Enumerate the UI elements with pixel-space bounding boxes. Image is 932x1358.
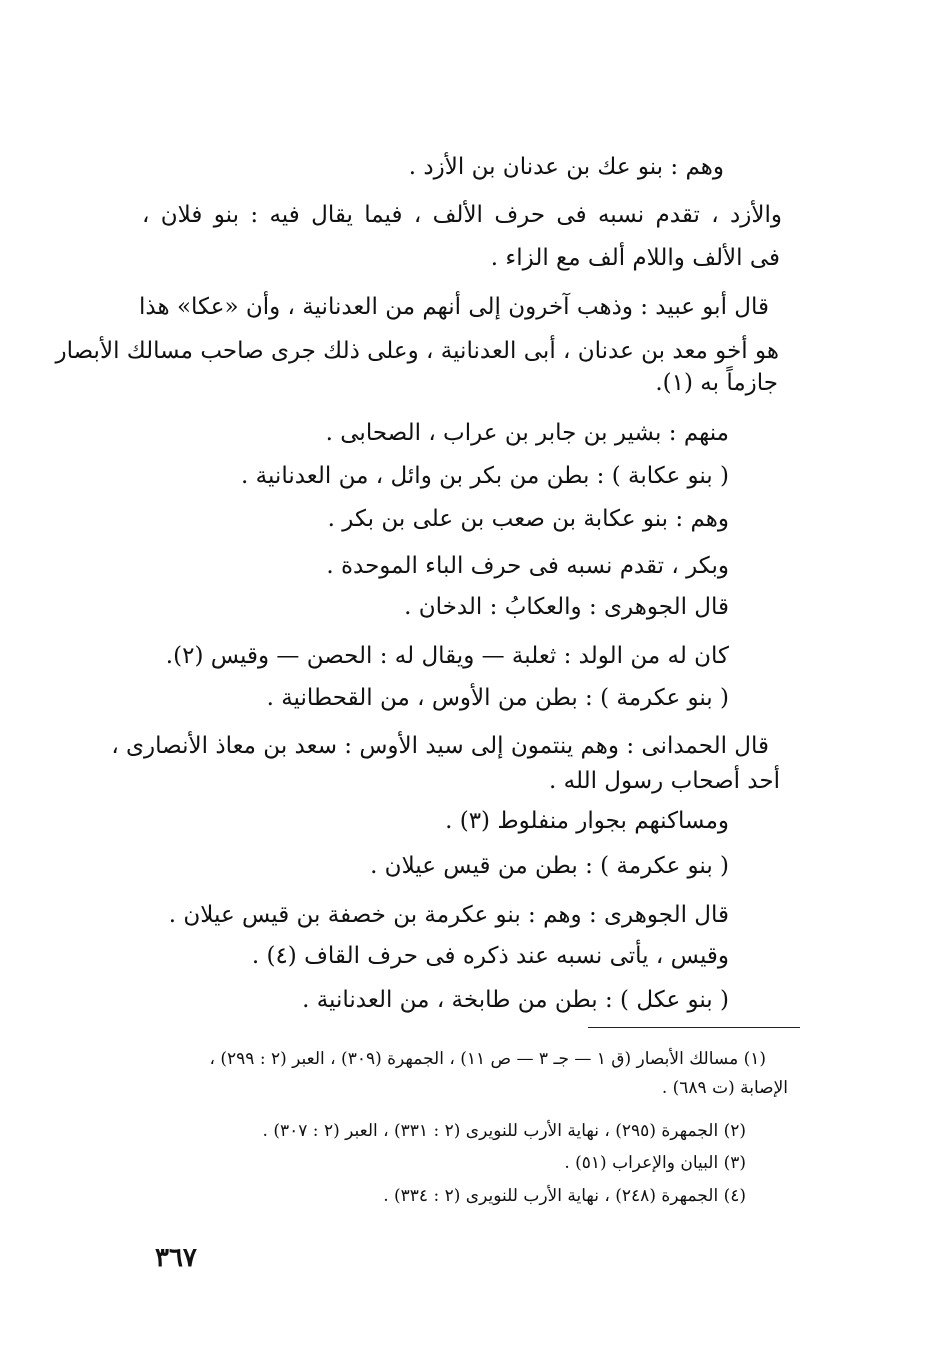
text-line: أحد أصحاب رسول الله . xyxy=(549,768,780,794)
text-line: قال الحمدانى : وهم ينتمون إلى سيد الأوس : سعد بن معاذ الأنصارى ، xyxy=(111,733,769,759)
footnote: (٣) البيان والإعراب (٥١) . xyxy=(564,1153,746,1173)
text-line: ( بنو عكل ) : بطن من طابخة ، من العدنانية . xyxy=(302,987,729,1013)
text-line: ومساكنهم بجوار منفلوط (٣) . xyxy=(445,808,729,834)
page-number: ٣٦٧ xyxy=(155,1243,197,1273)
text-line: منهم : بشير بن جابر بن عراب ، الصحابى . xyxy=(325,420,729,446)
text-line: هو أخو معد بن عدنان ، أبى العدنانية ، وعلى ذلك جرى صاحب مسالك الأبصار xyxy=(55,338,779,364)
text-line: ( بنو عكرمة ) : بطن من الأوس ، من القحطانية . xyxy=(266,685,729,711)
text-line: وهم : بنو عك بن عدنان بن الأزد . xyxy=(408,154,724,180)
footnote-separator xyxy=(588,1027,800,1028)
footnote: (١) مسالك الأبصار (ق ١ — جـ ٣ — ص ١١) ، الجمهرة (٣٠٩) ، العبر (٢ : ٢٩٩) ، xyxy=(209,1049,766,1069)
text-line: ( بنو عكرمة ) : بطن من قيس عيلان . xyxy=(370,853,729,879)
footnote: الإصابة (ت ٦٨٩) . xyxy=(661,1078,788,1098)
text-line: وهم : بنو عكابة بن صعب بن على بن بكر . xyxy=(327,506,729,532)
text-line: فى الألف واللام ألف مع الزاء . xyxy=(490,245,780,271)
text-line: قال الجوهرى : وهم : بنو عكرمة بن خصفة بن قيس عيلان . xyxy=(168,902,729,928)
text-line: جازماً به (١). xyxy=(655,370,778,396)
text-line: ( بنو عكابة ) : بطن من بكر بن وائل ، من العدنانية . xyxy=(241,463,729,489)
text-line: كان له من الولد : ثعلبة — ويقال له : الحصن — وقيس (٢). xyxy=(165,643,729,669)
text-line: وقيس ، يأتى نسبه عند ذكره فى حرف القاف (٤) . xyxy=(251,943,729,969)
footnote: (٤) الجمهرة (٢٤٨) ، نهاية الأرب للنويرى (٢ : ٣٣٤) . xyxy=(383,1186,746,1206)
text-line: وبكر ، تقدم نسبه فى حرف الباء الموحدة . xyxy=(326,553,729,579)
text-line: قال أبو عبيد : وذهب آخرون إلى أنهم من العدنانية ، وأن «عكا» هذا xyxy=(139,294,769,320)
text-line: قال الجوهرى : والعكابُ : الدخان . xyxy=(404,594,729,620)
footnote: (٢) الجمهرة (٢٩٥) ، نهاية الأرب للنويرى (٢ : ٣٣١) ، العبر (٢ : ٣٠٧) . xyxy=(262,1121,746,1141)
text-line: والأزد ، تقدم نسبه فى حرف الألف ، فيما يقال فيه : بنو فلان ، xyxy=(142,202,782,228)
